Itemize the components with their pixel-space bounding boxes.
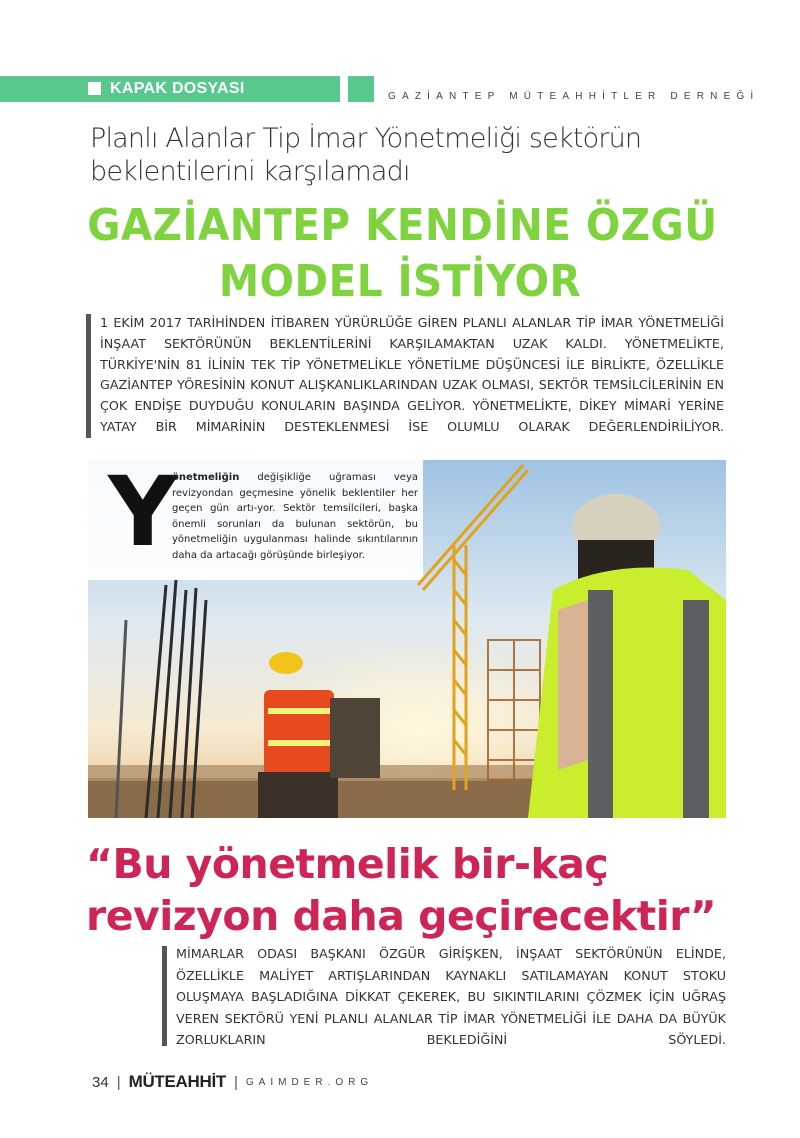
- intro-text: değişikliğe uğraması veya revizyondan geçmesine yönelik beklentiler her geçen gün artı-yor. Sektör temsilcileri, başka önemli sorunları da bulunan sektörün, bu yönetmeliğin uygulanması halinde sıkıntılarının daha da artacağı görüşünde birleşiyor.: [172, 472, 418, 561]
- quote-lead-paragraph: MİMARLAR ODASI BAŞKANI ÖZGÜR GİRİŞKEN, İNŞAAT SEKTÖRÜNÜN ELİNDE, ÖZELLİKLE MALİYET ARTIŞLARINDAN KAYNAKLI SATILAMAYAN KONUT STOKU OLUŞMAYA BAŞLADIĞINA DİKKAT ÇEKEREK, BU SIKINTILARINI ÇÖZMEK İÇİN UĞRAŞ VEREN SEKTÖRÜ YENİ PLANLI ALANLAR TİP İMAR YÖNETMELİĞİ İLE DAHA DA BÜYÜK ZORLUKLARIN BEKLEDİĞİNİ SÖYLEDİ.: [176, 946, 726, 1047]
- section-label: KAPAK DOSYASI: [110, 80, 245, 97]
- subtitle-line-2: beklentilerini karşılamadı: [90, 156, 410, 187]
- page-footer: [92, 1072, 373, 1092]
- drop-cap: Y: [108, 456, 178, 568]
- magazine-name: MÜTEAHHİT: [128, 1072, 226, 1091]
- footer-separator: |: [116, 1073, 121, 1091]
- headline-line-1: GAZİANTEP KENDİNE ÖZGÜ: [87, 200, 718, 251]
- intro-paragraph: [172, 470, 418, 563]
- section-square-icon: [88, 82, 101, 95]
- article-headline: [87, 198, 718, 310]
- organization-name: GAZİANTEP MÜTEAHHİTLER DERNEĞİ: [388, 91, 760, 102]
- footer-separator: |: [234, 1073, 238, 1091]
- section-band-accent: [348, 76, 374, 102]
- lead-paragraph: 1 EKİM 2017 TARİHİNDEN İTİBAREN YÜRÜRLÜĞE GİREN PLANLI ALANLAR TİP İMAR YÖNETMELİĞİ İNŞAAT SEKTÖRÜNÜN BEKLENTİLERİNİ KARŞILAMAKTAN UZAK KALDI. YÖNETMELİKTE, TÜRKİYE'NİN 81 İLİNİN TEK TİP YÖNETMELİKLE YÖNETİLME DÜŞÜNCESİ İLE BİRLİKTE, ÖZELLİKLE GAZİANTEP YÖRESİNİN KONUT ALIŞKANLIKLARINDAN UZAK OLMASI, SEKTÖR TEMSİLCİLERİNİN EN ÇOK ENDİŞE DUYDUĞU KONULARIN BAŞINDA GELİYOR. YÖNETMELİKTE, DİKEY MİMARİ YERİNE YATAY BİR MİMARİNİN DESTEKLENMESİ İSE OLUMLU OLARAK DEĞERLENDİRİLİYOR.: [100, 315, 724, 434]
- article-subtitle: [90, 122, 710, 188]
- quote-line-2: revizyon daha geçirecektir”: [86, 892, 717, 940]
- pull-quote: [86, 838, 726, 942]
- subtitle-line-1: Planlı Alanlar Tip İmar Yönetmeliği sektörün: [90, 123, 642, 154]
- quote-lead-bar: [162, 946, 167, 1046]
- website-link[interactable]: GAIMDER.ORG: [245, 1076, 374, 1088]
- headline-line-2: MODEL İSTİYOR: [218, 256, 582, 307]
- quote-line-1: “Bu yönetmelik bir-kaç: [86, 840, 609, 888]
- intro-bold-word: önetmeliğin: [172, 472, 240, 483]
- page-number: 34: [92, 1073, 109, 1091]
- lead-bar: [86, 314, 91, 438]
